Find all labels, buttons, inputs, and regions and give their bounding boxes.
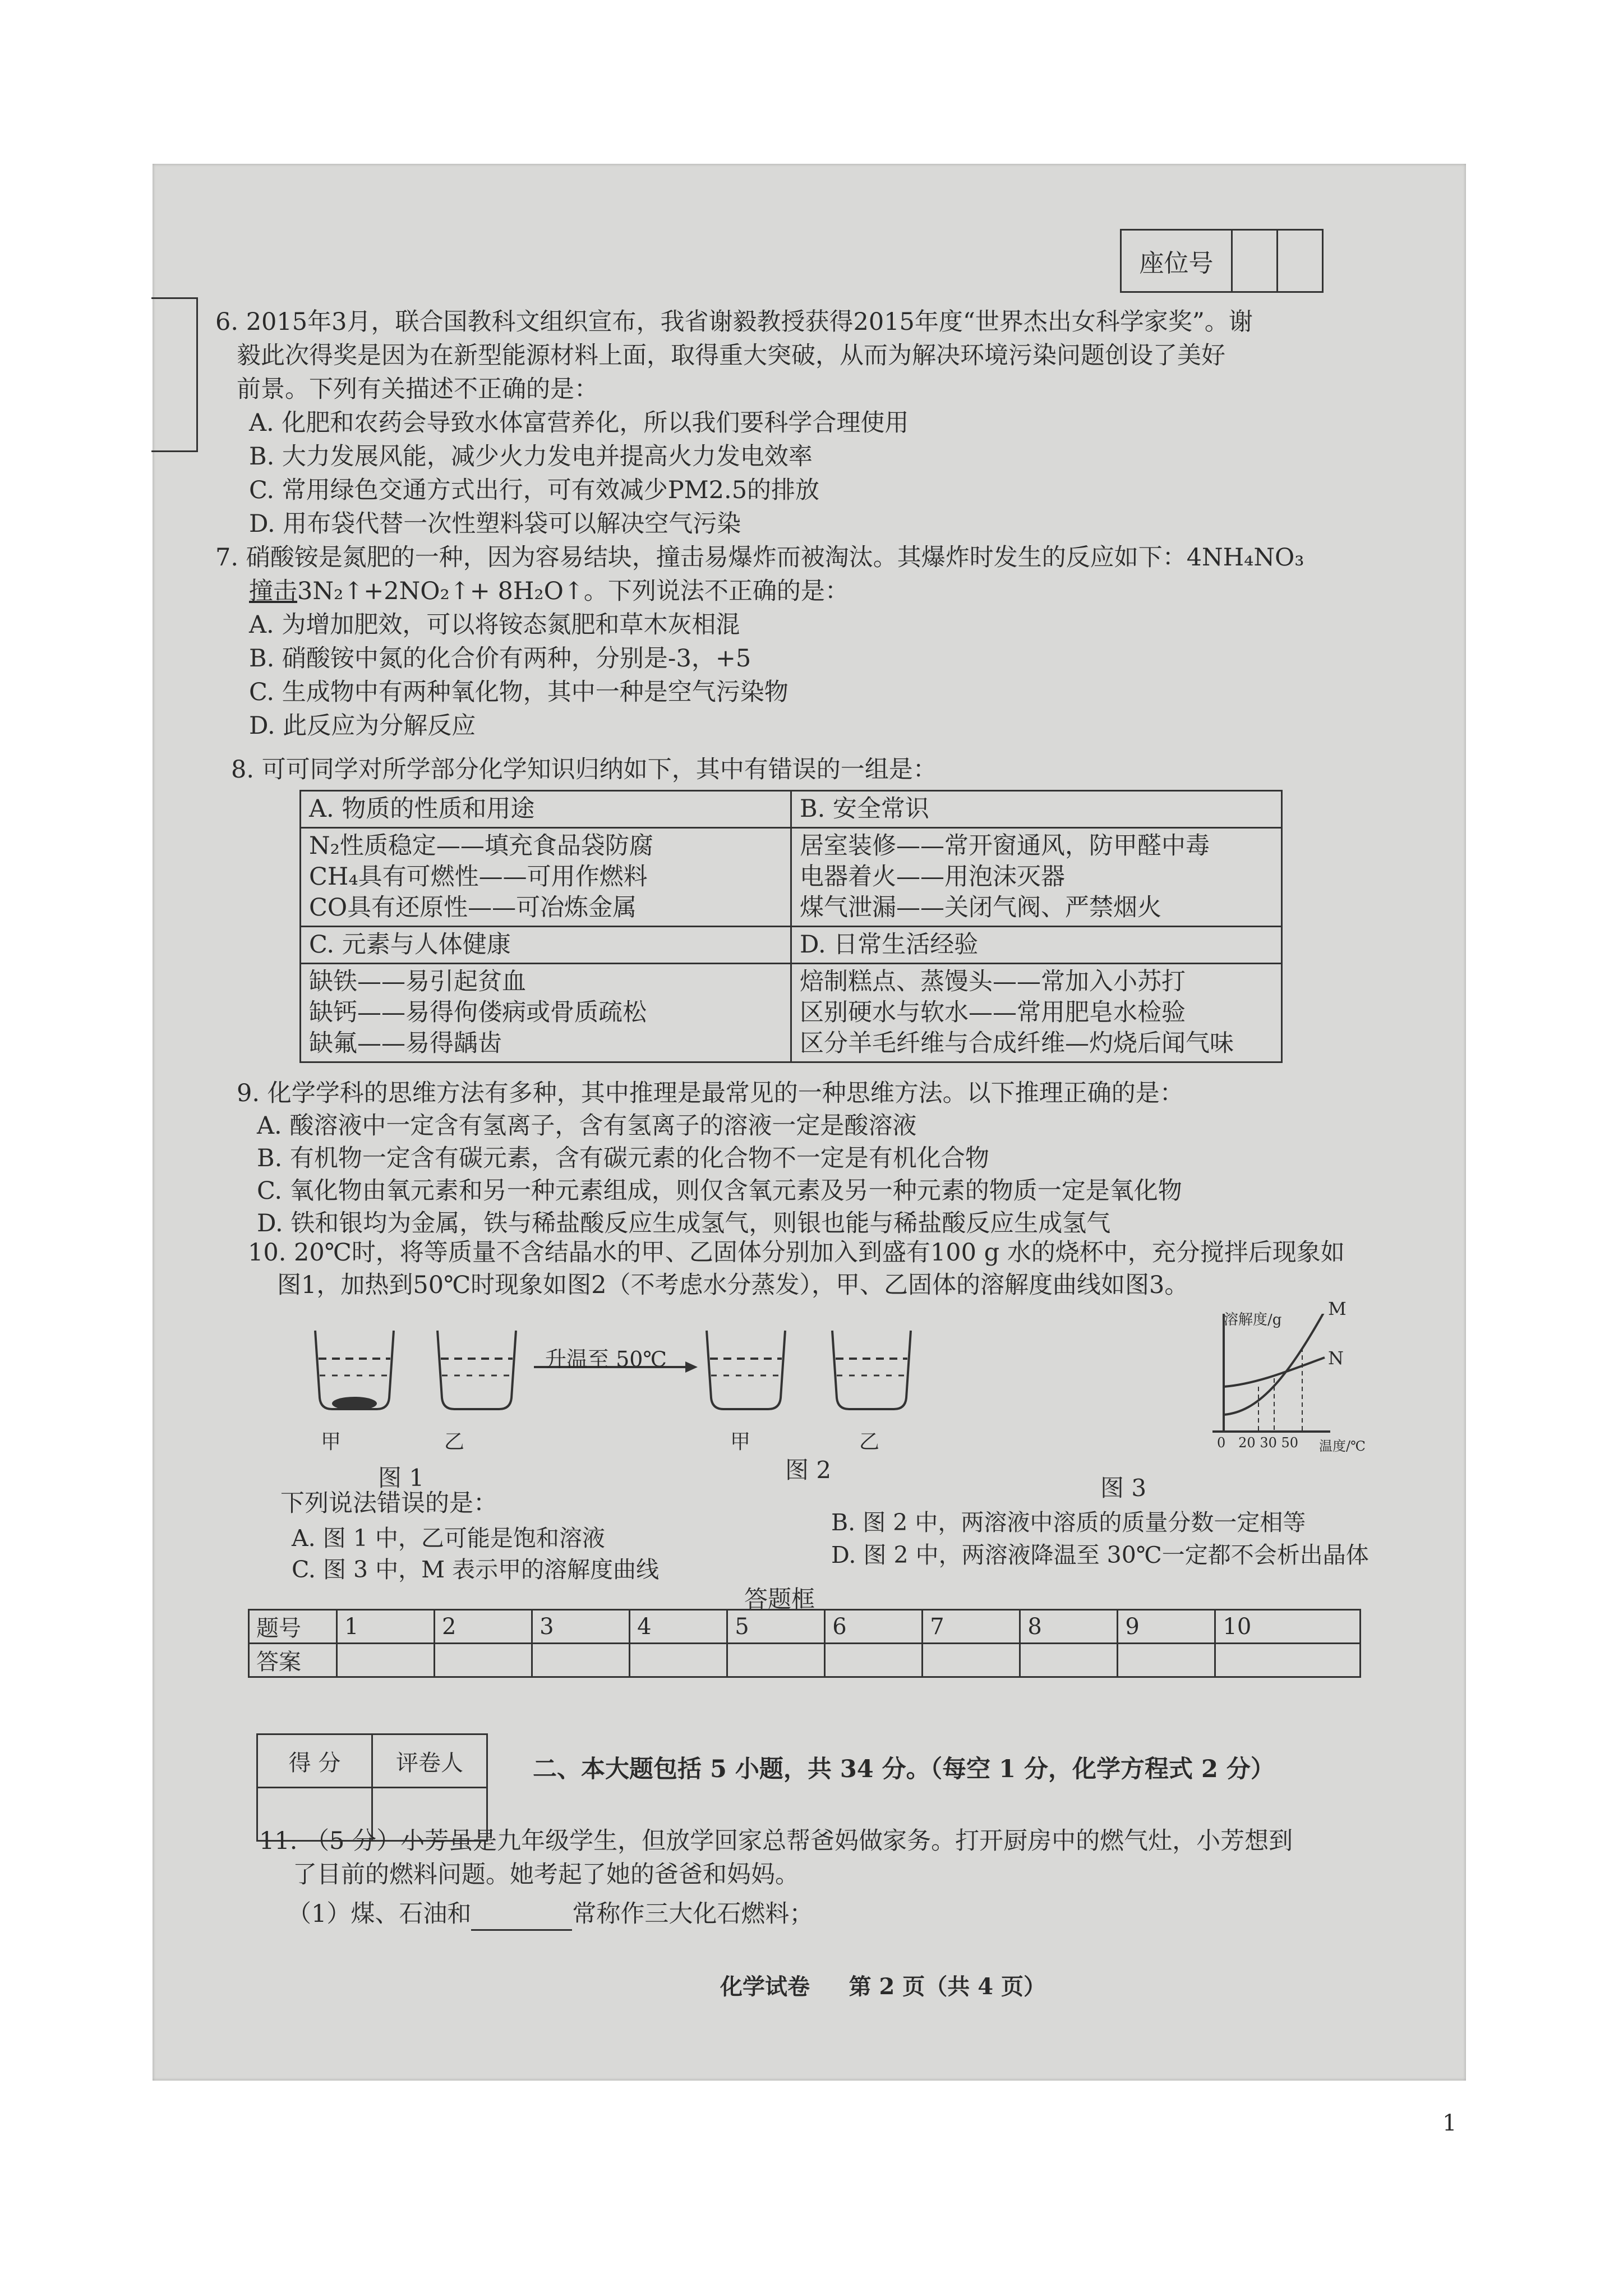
answer-number: 10 bbox=[1215, 1610, 1361, 1644]
answer-cell[interactable] bbox=[1215, 1644, 1361, 1677]
question-11 bbox=[259, 1824, 1293, 1931]
q6-line-3: 前景。下列有关描述不正确的是： bbox=[237, 375, 598, 403]
answer-blank-row bbox=[249, 1644, 1361, 1677]
q11-part1-suffix: 常称作三大化石燃料； bbox=[572, 1900, 814, 1928]
q8-b-line-3: 煤气泄漏——关闭气阀、严禁烟火 bbox=[800, 894, 1161, 922]
page-number: 1 bbox=[1442, 2110, 1457, 2136]
answer-cell[interactable] bbox=[532, 1644, 630, 1677]
answer-cell[interactable] bbox=[1118, 1644, 1215, 1677]
beaker-yi-fig2 bbox=[832, 1331, 911, 1409]
q6-line-2: 毅此次得奖是因为在新型能源材料上面，取得重大突破，从而为解决环境污染问题创设了美好 bbox=[237, 342, 1225, 370]
q8-c-line-3: 缺氟——易得龋齿 bbox=[309, 1029, 502, 1057]
beaker-yi-fig1 bbox=[437, 1331, 516, 1409]
q9-option-a: A. 酸溶液中一定含有氢离子，含有氢离子的溶液一定是酸溶液 bbox=[257, 1112, 917, 1140]
q8-cell-b-head: B. 安全常识 bbox=[791, 791, 1282, 828]
question-6 bbox=[215, 305, 1253, 541]
figure-3-caption: 图 3 bbox=[1100, 1474, 1147, 1502]
answer-number: 9 bbox=[1118, 1610, 1215, 1644]
graph-label-m: M bbox=[1328, 1298, 1347, 1319]
q9-option-c: C. 氧化物由氧元素和另一种元素组成，则仅含氧元素及另一种元素的物质一定是氧化物 bbox=[257, 1177, 1182, 1205]
question-9 bbox=[237, 1077, 1184, 1240]
q10-line-2: 图1，加热到50℃时现象如图2（不考虑水分蒸发），甲、乙固体的溶解度曲线如图3。 bbox=[277, 1271, 1189, 1299]
answer-cell[interactable] bbox=[1020, 1644, 1118, 1677]
q10-figures bbox=[293, 1314, 1330, 1516]
q8-stem: 8. 可可同学对所学部分化学知识归纳如下，其中有错误的一组是： bbox=[231, 756, 937, 784]
seat-number-label: 座位号 bbox=[1122, 231, 1233, 291]
q8-a-line-2: CH₄具有可燃性——可用作燃料 bbox=[309, 863, 648, 891]
grader-label: 评卷人 bbox=[372, 1734, 487, 1788]
exam-footer: 化学试卷 第 2 页（共 4 页） bbox=[720, 1973, 1046, 2000]
q8-cell-c-body bbox=[301, 964, 791, 1062]
q6-option-b: B. 大力发展风能，减少火力发电并提高火力发电效率 bbox=[249, 443, 813, 471]
q11-part1-prefix: （1）煤、石油和 bbox=[287, 1900, 472, 1928]
q6-option-a: A. 化肥和农药会导致水体富营养化，所以我们要科学合理使用 bbox=[249, 409, 909, 437]
beaker-jia-fig2 bbox=[707, 1331, 785, 1409]
q8-b-line-2: 电器着火——用泡沫灭器 bbox=[800, 863, 1065, 891]
q9-option-d: D. 铁和银均为金属，铁与稀盐酸反应生成氢气，则银也能与稀盐酸反应生成氢气 bbox=[257, 1209, 1111, 1237]
q11-line-1: 11. （5 分）小芳虽是九年级学生，但放学回家总帮爸妈做家务。打开厨房中的燃气灶，小芳想到 bbox=[259, 1827, 1293, 1855]
q7-option-c: C. 生成物中有两种氧化物，其中一种是空气污染物 bbox=[249, 678, 789, 706]
q10-option-d: D. 图 2 中，两溶液降温至 30℃一定都不会析出晶体 bbox=[831, 1542, 1369, 1568]
answer-cell[interactable] bbox=[435, 1644, 532, 1677]
graph-x-label: 温度/℃ bbox=[1319, 1438, 1366, 1454]
margin-box bbox=[151, 297, 198, 452]
answer-number-row bbox=[249, 1610, 1361, 1644]
q6-line-1: 6. 2015年3月，联合国教科文组织宣布，我省谢毅教授获得2015年度“世界杰出女科学家奖”。谢 bbox=[215, 308, 1253, 336]
graph-y-label: 溶解度/g bbox=[1224, 1312, 1282, 1328]
q8-cell-d-head: D. 日常生活经验 bbox=[791, 927, 1282, 964]
label-jia-fig1: 甲 bbox=[321, 1430, 342, 1453]
answer-number: 5 bbox=[727, 1610, 825, 1644]
label-jia-fig2: 甲 bbox=[730, 1430, 751, 1453]
q11-line-2: 了目前的燃料问题。她考起了她的爸爸和妈妈。 bbox=[293, 1861, 799, 1889]
q8-d-line-1: 焙制糕点、蒸馒头——常加入小苏打 bbox=[800, 968, 1186, 996]
q8-cell-d-body bbox=[791, 964, 1282, 1062]
seat-number-box bbox=[1120, 229, 1324, 293]
q6-option-d: D. 用布袋代替一次性塑料袋可以解决空气污染 bbox=[249, 510, 741, 538]
q10-option-c: C. 图 3 中，M 表示甲的溶解度曲线 bbox=[292, 1556, 660, 1583]
answer-number: 3 bbox=[532, 1610, 630, 1644]
arrow-head-icon bbox=[685, 1361, 698, 1373]
undissolved-solid bbox=[332, 1397, 377, 1410]
label-heat-to-50: 升温至 50℃ bbox=[545, 1347, 667, 1372]
answer-number: 4 bbox=[630, 1610, 727, 1644]
q11-blank-1[interactable] bbox=[471, 1907, 572, 1931]
q10-option-b: B. 图 2 中，两溶液中溶质的质量分数一定相等 bbox=[831, 1509, 1306, 1536]
answer-box-caption: 答题框 bbox=[744, 1585, 815, 1613]
q8-b-line-1: 居室装修——常开窗通风，防甲醛中毒 bbox=[800, 832, 1210, 860]
q8-knowledge-table bbox=[299, 790, 1283, 1063]
q8-c-line-2: 缺钙——易得佝偻病或骨质疏松 bbox=[309, 999, 647, 1027]
q7-line-2: 3N₂↑+2NO₂↑+ 8H₂O↑。下列说法不正确的是： bbox=[297, 577, 849, 605]
q9-option-b: B. 有机物一定含有碳元素，含有碳元素的化合物不一定是有机化合物 bbox=[257, 1144, 989, 1172]
q8-a-line-1: N₂性质稳定——填充食品袋防腐 bbox=[309, 832, 653, 860]
answer-number: 7 bbox=[923, 1610, 1020, 1644]
section-2-title: 二、本大题包括 5 小题，共 34 分。（每空 1 分，化学方程式 2 分） bbox=[533, 1755, 1275, 1783]
scanned-exam-page bbox=[153, 164, 1466, 2081]
answer-number: 8 bbox=[1020, 1610, 1118, 1644]
q8-cell-c-head: C. 元素与人体健康 bbox=[301, 927, 791, 964]
q7-option-b: B. 硝酸铵中氮的化合价有两种，分别是-3，+5 bbox=[249, 645, 751, 673]
q9-stem: 9. 化学学科的思维方法有多种，其中推理是最常见的一种思维方法。以下推理正确的是： bbox=[237, 1079, 1184, 1107]
q8-cell-a-body bbox=[301, 828, 791, 927]
answer-cell[interactable] bbox=[727, 1644, 825, 1677]
graph-label-n: N bbox=[1328, 1347, 1344, 1369]
q8-cell-a-head: A. 物质的性质和用途 bbox=[301, 791, 791, 828]
answer-cell[interactable] bbox=[923, 1644, 1020, 1677]
figure-1-caption: 图 1 bbox=[378, 1464, 425, 1492]
label-yi-fig1: 乙 bbox=[444, 1430, 465, 1453]
q8-c-line-1: 缺铁——易引起贫血 bbox=[309, 968, 526, 996]
solubility-graph bbox=[1212, 1314, 1330, 1432]
answer-number: 1 bbox=[337, 1610, 435, 1644]
q10-line-1: 10. 20℃时，将等质量不含结晶水的甲、乙固体分别加入到盛有100 g 水的烧杯中，充分搅拌后现象如 bbox=[248, 1239, 1345, 1267]
q8-a-line-3: CO具有还原性——可冶炼金属 bbox=[309, 894, 637, 922]
q7-option-d: D. 此反应为分解反应 bbox=[249, 712, 476, 740]
figure-2-caption: 图 2 bbox=[785, 1456, 832, 1484]
q8-d-line-3: 区分羊毛纤维与合成纤维—灼烧后闻气味 bbox=[800, 1029, 1234, 1057]
question-7 bbox=[215, 541, 1304, 743]
answer-number: 2 bbox=[435, 1610, 532, 1644]
answer-table bbox=[248, 1609, 1361, 1678]
q8-cell-b-body bbox=[791, 828, 1282, 927]
q7-line-1: 7. 硝酸铵是氮肥的一种，因为容易结块，撞击易爆炸而被淘汰。其爆炸时发生的反应如下：4NH₄NO₃ bbox=[215, 544, 1304, 572]
q10-ask: 下列说法错误的是： bbox=[280, 1489, 497, 1517]
label-yi-fig2: 乙 bbox=[859, 1430, 880, 1453]
row-label-number: 题号 bbox=[249, 1610, 337, 1644]
q7-reaction-condition: 撞击 bbox=[249, 577, 297, 605]
answer-number: 6 bbox=[825, 1610, 923, 1644]
question-10 bbox=[248, 1236, 1345, 1301]
seat-cell-2 bbox=[1278, 231, 1322, 291]
answer-cell[interactable] bbox=[337, 1644, 435, 1677]
q10-option-a: A. 图 1 中，乙可能是饱和溶液 bbox=[292, 1525, 605, 1552]
q8-d-line-2: 区别硬水与软水——常用肥皂水检验 bbox=[800, 999, 1186, 1027]
graph-ticks: 0 20 30 50 bbox=[1217, 1435, 1299, 1451]
q7-option-a: A. 为增加肥效，可以将铵态氮肥和草木灰相混 bbox=[249, 611, 740, 639]
q6-option-c: C. 常用绿色交通方式出行，可有效减少PM2.5的排放 bbox=[249, 476, 820, 504]
seat-cell-1 bbox=[1233, 231, 1278, 291]
score-label: 得 分 bbox=[257, 1734, 372, 1788]
answer-cell[interactable] bbox=[630, 1644, 727, 1677]
row-label-answer: 答案 bbox=[249, 1644, 337, 1677]
answer-cell[interactable] bbox=[825, 1644, 923, 1677]
